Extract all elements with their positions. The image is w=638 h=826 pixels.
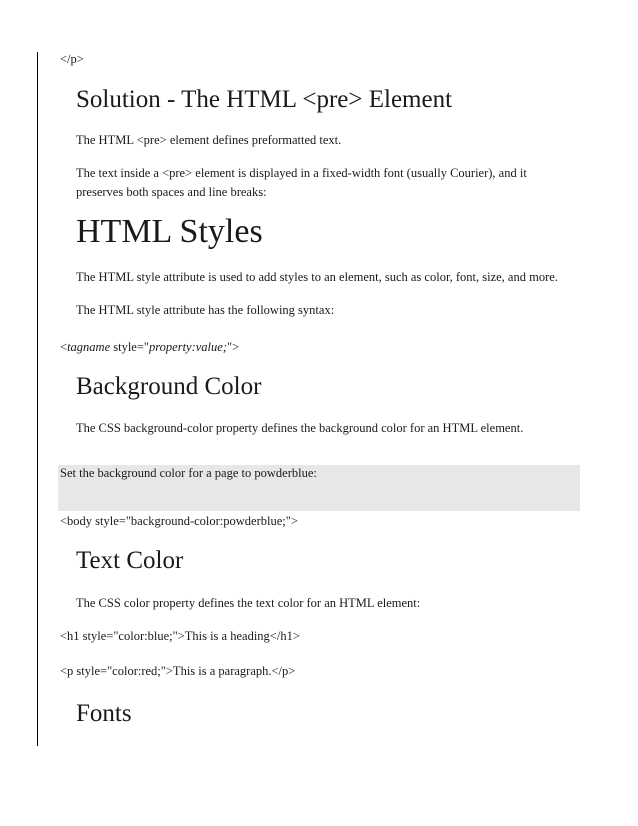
background-example-code: <body style="background-color:powderblue;"> [60, 514, 298, 528]
heading-background-color: Background Color [76, 373, 262, 400]
text-color-example-heading: <h1 style="color:blue;">This is a heading</h1> [60, 629, 300, 643]
style-syntax-text: The HTML style attribute has the following syntax: [76, 303, 335, 317]
syntax-style-attr: style=" [110, 340, 150, 354]
text-color-example-paragraph: <p style="color:red;">This is a paragraph.</p> [60, 664, 296, 678]
heading-text-color: Text Color [76, 547, 184, 574]
syntax-property-value: property:value; [149, 340, 227, 354]
style-syntax-example [60, 338, 239, 356]
syntax-open-bracket: < [60, 340, 68, 354]
pre-description-text: The text inside a <pre> element is displayed in a fixed-width font (usually Courier), and it preserves both spaces and line breaks: [76, 166, 527, 199]
background-color-description: The CSS background-color property defines the background color for an HTML element. [76, 421, 524, 435]
background-example-note: Set the background color for a page to powderblue: [60, 466, 317, 480]
syntax-tagname: tagname [67, 340, 111, 354]
left-margin-rule [37, 52, 38, 746]
heading-html-styles: HTML Styles [76, 213, 263, 250]
pre-definition-text: The HTML <pre> element defines preformatted text. [76, 133, 342, 147]
text-color-description: The CSS color property defines the text color for an HTML element: [76, 596, 421, 610]
heading-pre-element: Solution - The HTML <pre> Element [76, 86, 453, 113]
syntax-close: "> [227, 340, 240, 354]
style-intro-text: The HTML style attribute is used to add styles to an element, such as color, font, size, and more. [76, 270, 558, 284]
heading-fonts: Fonts [76, 700, 132, 727]
closing-p-tag-line: </p> [60, 52, 84, 66]
